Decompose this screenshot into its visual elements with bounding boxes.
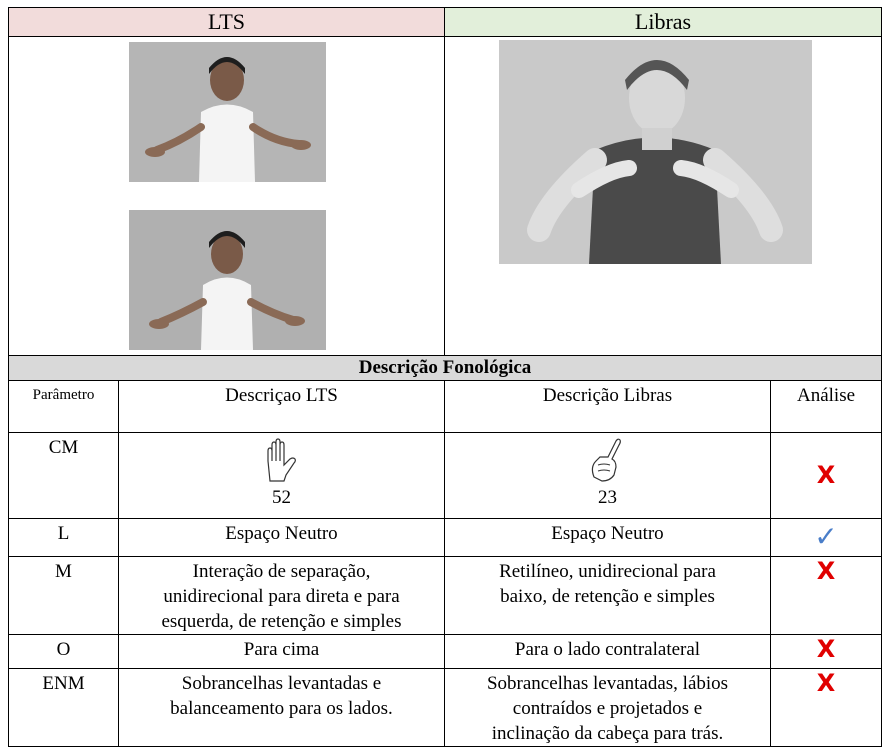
column-header-desc-libras: Descrição Libras [445, 381, 771, 433]
libras-cm-number: 23 [598, 487, 617, 508]
param-cm: CM [9, 433, 119, 519]
libras-m-line-1: Retilíneo, unidirecional para [499, 561, 716, 582]
table-row-m [9, 557, 882, 635]
libras-sign-photo [499, 40, 812, 264]
open-hand-handshape-icon [260, 437, 304, 485]
lts-photos-cell [9, 37, 445, 356]
lts-enm-line-2: balanceamento para os lados. [170, 698, 393, 719]
person-figure-icon [129, 210, 326, 350]
lts-sign-photo-2 [129, 210, 326, 350]
param-o: O [9, 635, 119, 669]
person-figure-icon [129, 42, 326, 182]
libras-m-line-2: baixo, de retenção e simples [500, 586, 715, 607]
param-m: M [9, 557, 119, 635]
table-row-l [9, 519, 882, 557]
param-l: L [9, 519, 119, 557]
lts-m [119, 557, 445, 635]
match-check-icon: ✓ [814, 520, 838, 553]
lts-o: Para cima [119, 635, 445, 669]
lts-cm-number: 52 [272, 487, 291, 508]
param-enm: ENM [9, 669, 119, 747]
phonological-comparison-table [8, 7, 881, 747]
analise-m [771, 557, 882, 635]
libras-enm [445, 669, 771, 747]
table-row-cm [9, 433, 882, 519]
analise-enm [771, 669, 882, 747]
libras-enm-line-3: inclinação da cabeça para trás. [491, 723, 724, 744]
lts-enm-line-1: Sobrancelhas levantadas e [181, 673, 382, 694]
mismatch-x-icon: X [816, 669, 836, 697]
table-row-enm [9, 669, 882, 747]
lts-m-line-3: esquerda, de retenção e simples [161, 611, 402, 632]
analise-cm [771, 433, 882, 519]
libras-enm-line-2: contraídos e projetados e [512, 698, 703, 719]
mismatch-x-icon: X [816, 557, 836, 585]
phonological-description-table [8, 355, 882, 747]
person-figure-icon [499, 40, 812, 264]
column-header-desc-lts: Descriçao LTS [119, 381, 445, 433]
analise-l [771, 519, 882, 557]
libras-l: Espaço Neutro [445, 519, 771, 557]
column-header-analise: Análise [771, 381, 882, 433]
header-lts: LTS [9, 8, 445, 37]
header-libras: Libras [445, 8, 882, 37]
lts-cm-cell [119, 433, 445, 519]
libras-o: Para o lado contralateral [445, 635, 771, 669]
lts-m-line-1: Interação de separação, [192, 561, 371, 582]
mismatch-x-icon: X [816, 635, 836, 663]
pointing-hand-handshape-icon [586, 437, 630, 485]
lts-enm [119, 669, 445, 747]
libras-m [445, 557, 771, 635]
libras-enm-line-1: Sobrancelhas levantadas, lábios [486, 673, 729, 694]
lts-l: Espaço Neutro [119, 519, 445, 557]
libras-cm-cell [445, 433, 771, 519]
lts-sign-photo-1 [129, 42, 326, 182]
lts-m-line-2: unidirecional para direta e para [163, 586, 400, 607]
libras-photo-cell [445, 37, 882, 356]
analise-o [771, 635, 882, 669]
column-header-parametro: Parâmetro [9, 381, 119, 433]
table-row-o [9, 635, 882, 669]
section-title: Descrição Fonológica [9, 356, 882, 381]
mismatch-x-icon: X [816, 461, 836, 489]
image-comparison-table [8, 7, 882, 356]
